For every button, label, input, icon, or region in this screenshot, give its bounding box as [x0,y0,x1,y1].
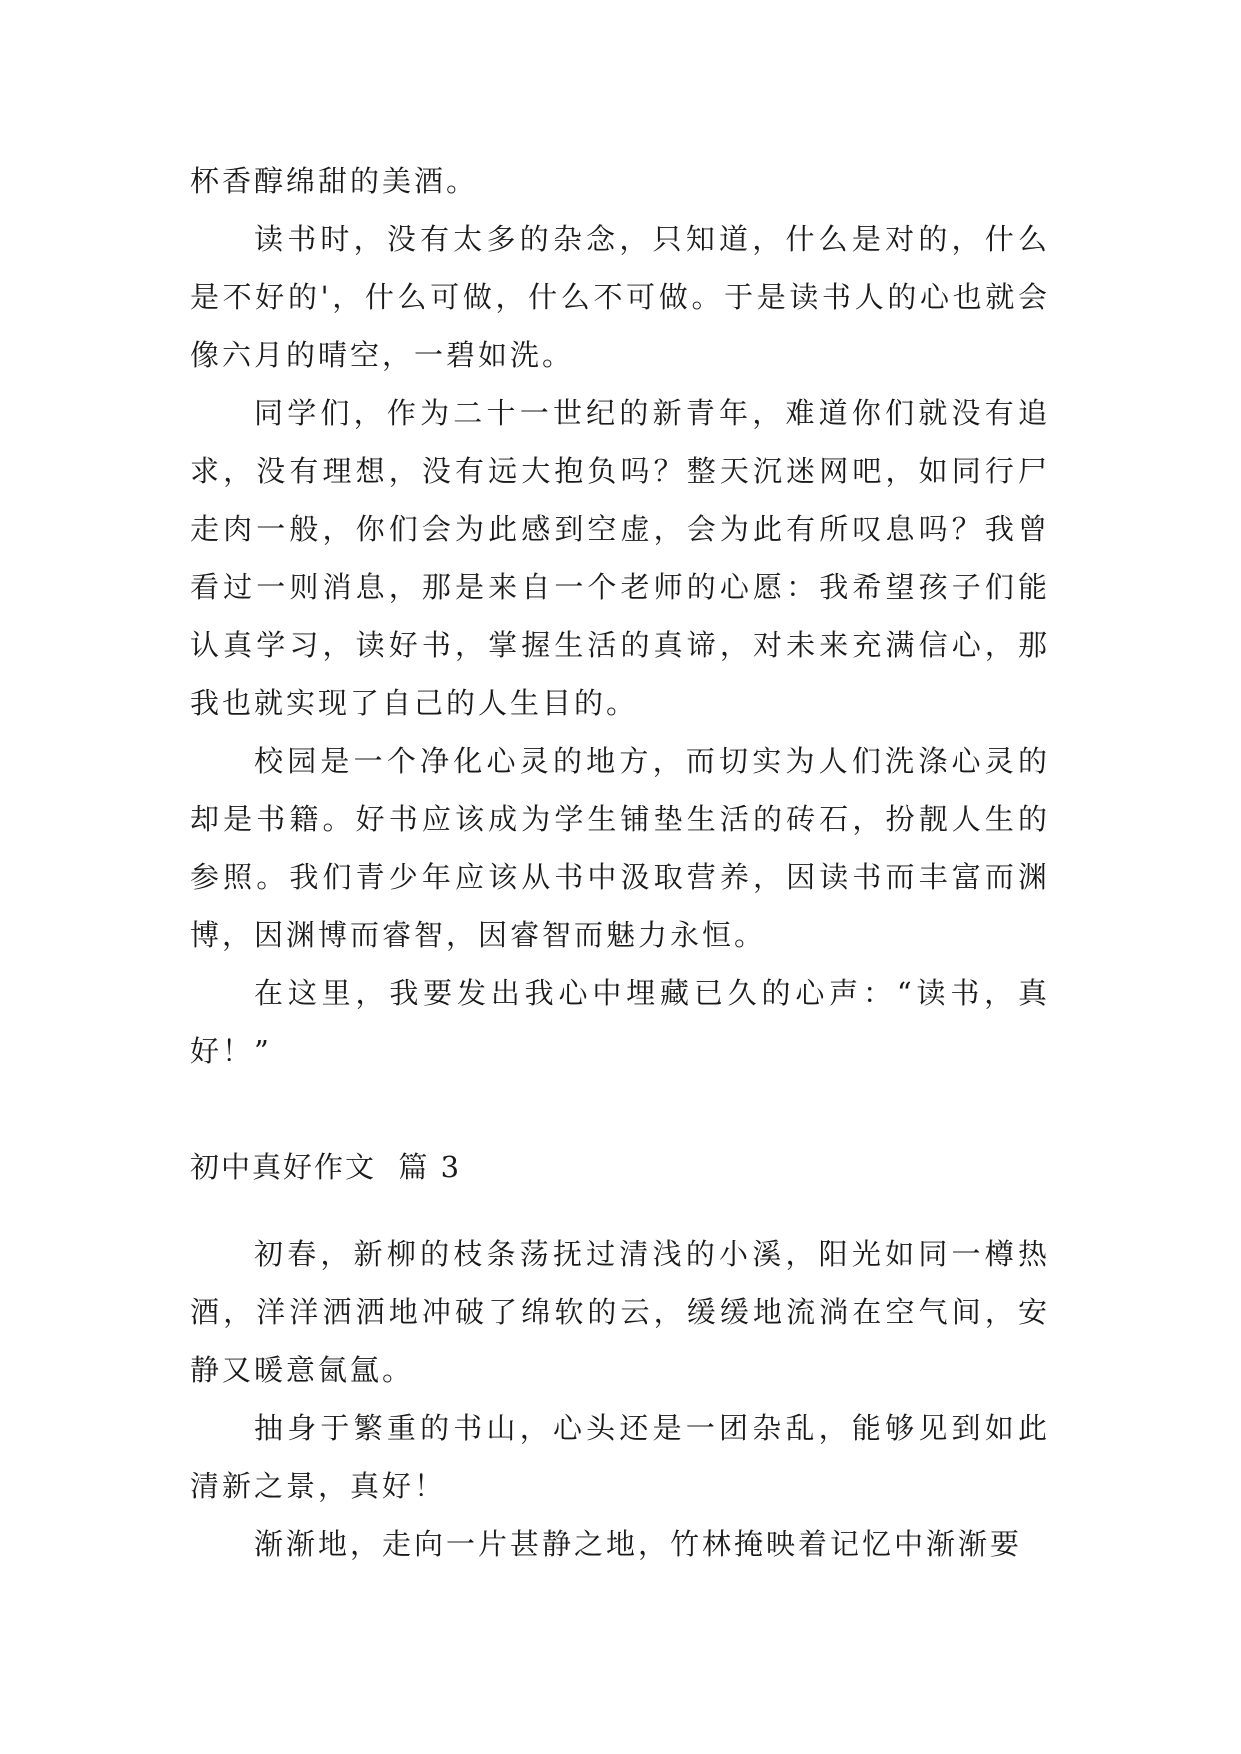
paragraph-conclusion: 在这里，我要发出我心中埋藏已久的心声：“读书，真好！” [190,976,1050,1068]
essay-part-2-ending [190,152,1050,1080]
paragraph-continuation: 杯香醇绵甜的美酒。 [190,164,479,198]
paragraph-classmates: 同学们，作为二十一世纪的新青年，难道你们就没有追求，没有理想，没有远大抱负吗？整天沉迷网吧，如同行尸走肉一般，你们会为此感到空虚，会为此有所叹息吗？我曾看过一则消息，那是来自一个老师的心愿：我希望孩子们能认真学习，读好书，掌握生活的真谛，对未来充满信心，那我也就实现了自己的人生目的。 [190,396,1050,720]
paragraph-campus: 校园是一个净化心灵的地方，而切实为人们洗涤心灵的却是书籍。好书应该成为学生铺垫生活的砖石，扮靓人生的参照。我们青少年应该从书中汲取营养，因读书而丰富而渊博，因渊博而睿智，因睿智而魅力永恒。 [190,744,1050,952]
section-heading: 初中真好作文 篇 3 [190,1150,462,1184]
paragraph-reading-mind: 读书时，没有太多的杂念，只知道，什么是对的，什么是不好的'，什么可做，什么不可做。于是读书人的心也就会像六月的晴空，一碧如洗。 [190,222,1050,372]
essay-part-3 [190,1225,1050,1573]
paragraph-early-spring: 初春，新柳的枝条荡抚过清浅的小溪，阳光如同一樽热酒，洋洋洒洒地冲破了绵软的云，缓缓地流淌在空气间，安静又暖意氤氲。 [190,1237,1050,1387]
paragraph-bamboo-grove: 渐渐地，走向一片甚静之地，竹林掩映着记忆中渐渐要 [254,1527,1023,1561]
document-page [190,152,1050,1573]
paragraph-book-mountain: 抽身于繁重的书山，心头还是一团杂乱，能够见到如此清新之景，真好！ [190,1411,1050,1503]
